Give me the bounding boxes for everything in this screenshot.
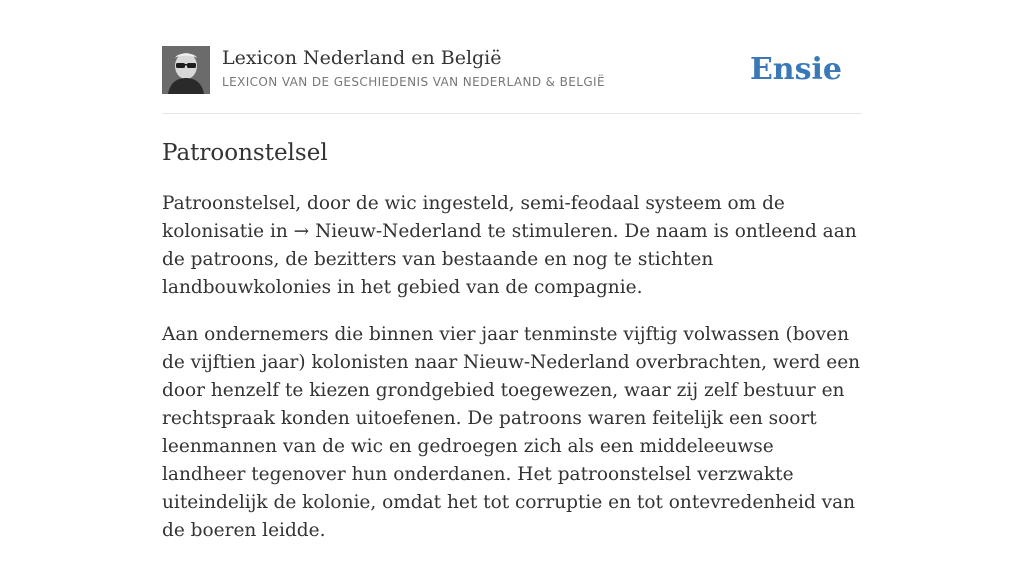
- author-name[interactable]: Lexicon Nederland en België: [222, 47, 502, 69]
- entry-title: Patroonstelsel: [162, 140, 328, 166]
- paragraph-1-start: Patroonstelsel, door de wic ingesteld, semi-feodaal systeem om de kolonisatie in: [162, 193, 785, 242]
- ensie-logo-link[interactable]: Ensie: [749, 52, 842, 87]
- author-photo-icon: [162, 46, 210, 94]
- nieuw-nederland-link[interactable]: [294, 221, 482, 242]
- entry-body: [162, 190, 862, 564]
- entry-paragraph-2: Aan ondernemers die binnen vier jaar tenminste vijftig volwassen (boven de vijftien jaar) kolonisten naar Nieuw-Nederland overbrachten, werd een door henzelf te kiezen grondgebied toegewezen, waar zij zelf bestuur en rechtspraak konden uitoefenen. De patroons waren feitelijk een soort leenmannen van de wic en gedroegen zich als een middeleeuwse landheer tegenover hun onderdanen. Het patroonstelsel verzwakte uiteindelijk de kolonie, omdat het tot corruptie en tot ontevredenheid van de boeren leidde.: [162, 324, 861, 541]
- author-subtitle[interactable]: LEXICON VAN DE GESCHIEDENIS VAN NEDERLAND & BELGIË: [222, 75, 605, 89]
- link-text: Nieuw-Nederland: [315, 221, 482, 242]
- author-avatar[interactable]: [162, 46, 210, 94]
- entry-paragraph-1: [162, 190, 862, 302]
- paragraph-1-end: te stimuleren. De naam is ontleend aan de patroons, de bezitters van bestaande en nog te stichten landbouwkolonies in het gebied van de compagnie.: [162, 221, 857, 298]
- link-arrow-icon: →: [293, 221, 310, 242]
- entry-header: [162, 46, 862, 114]
